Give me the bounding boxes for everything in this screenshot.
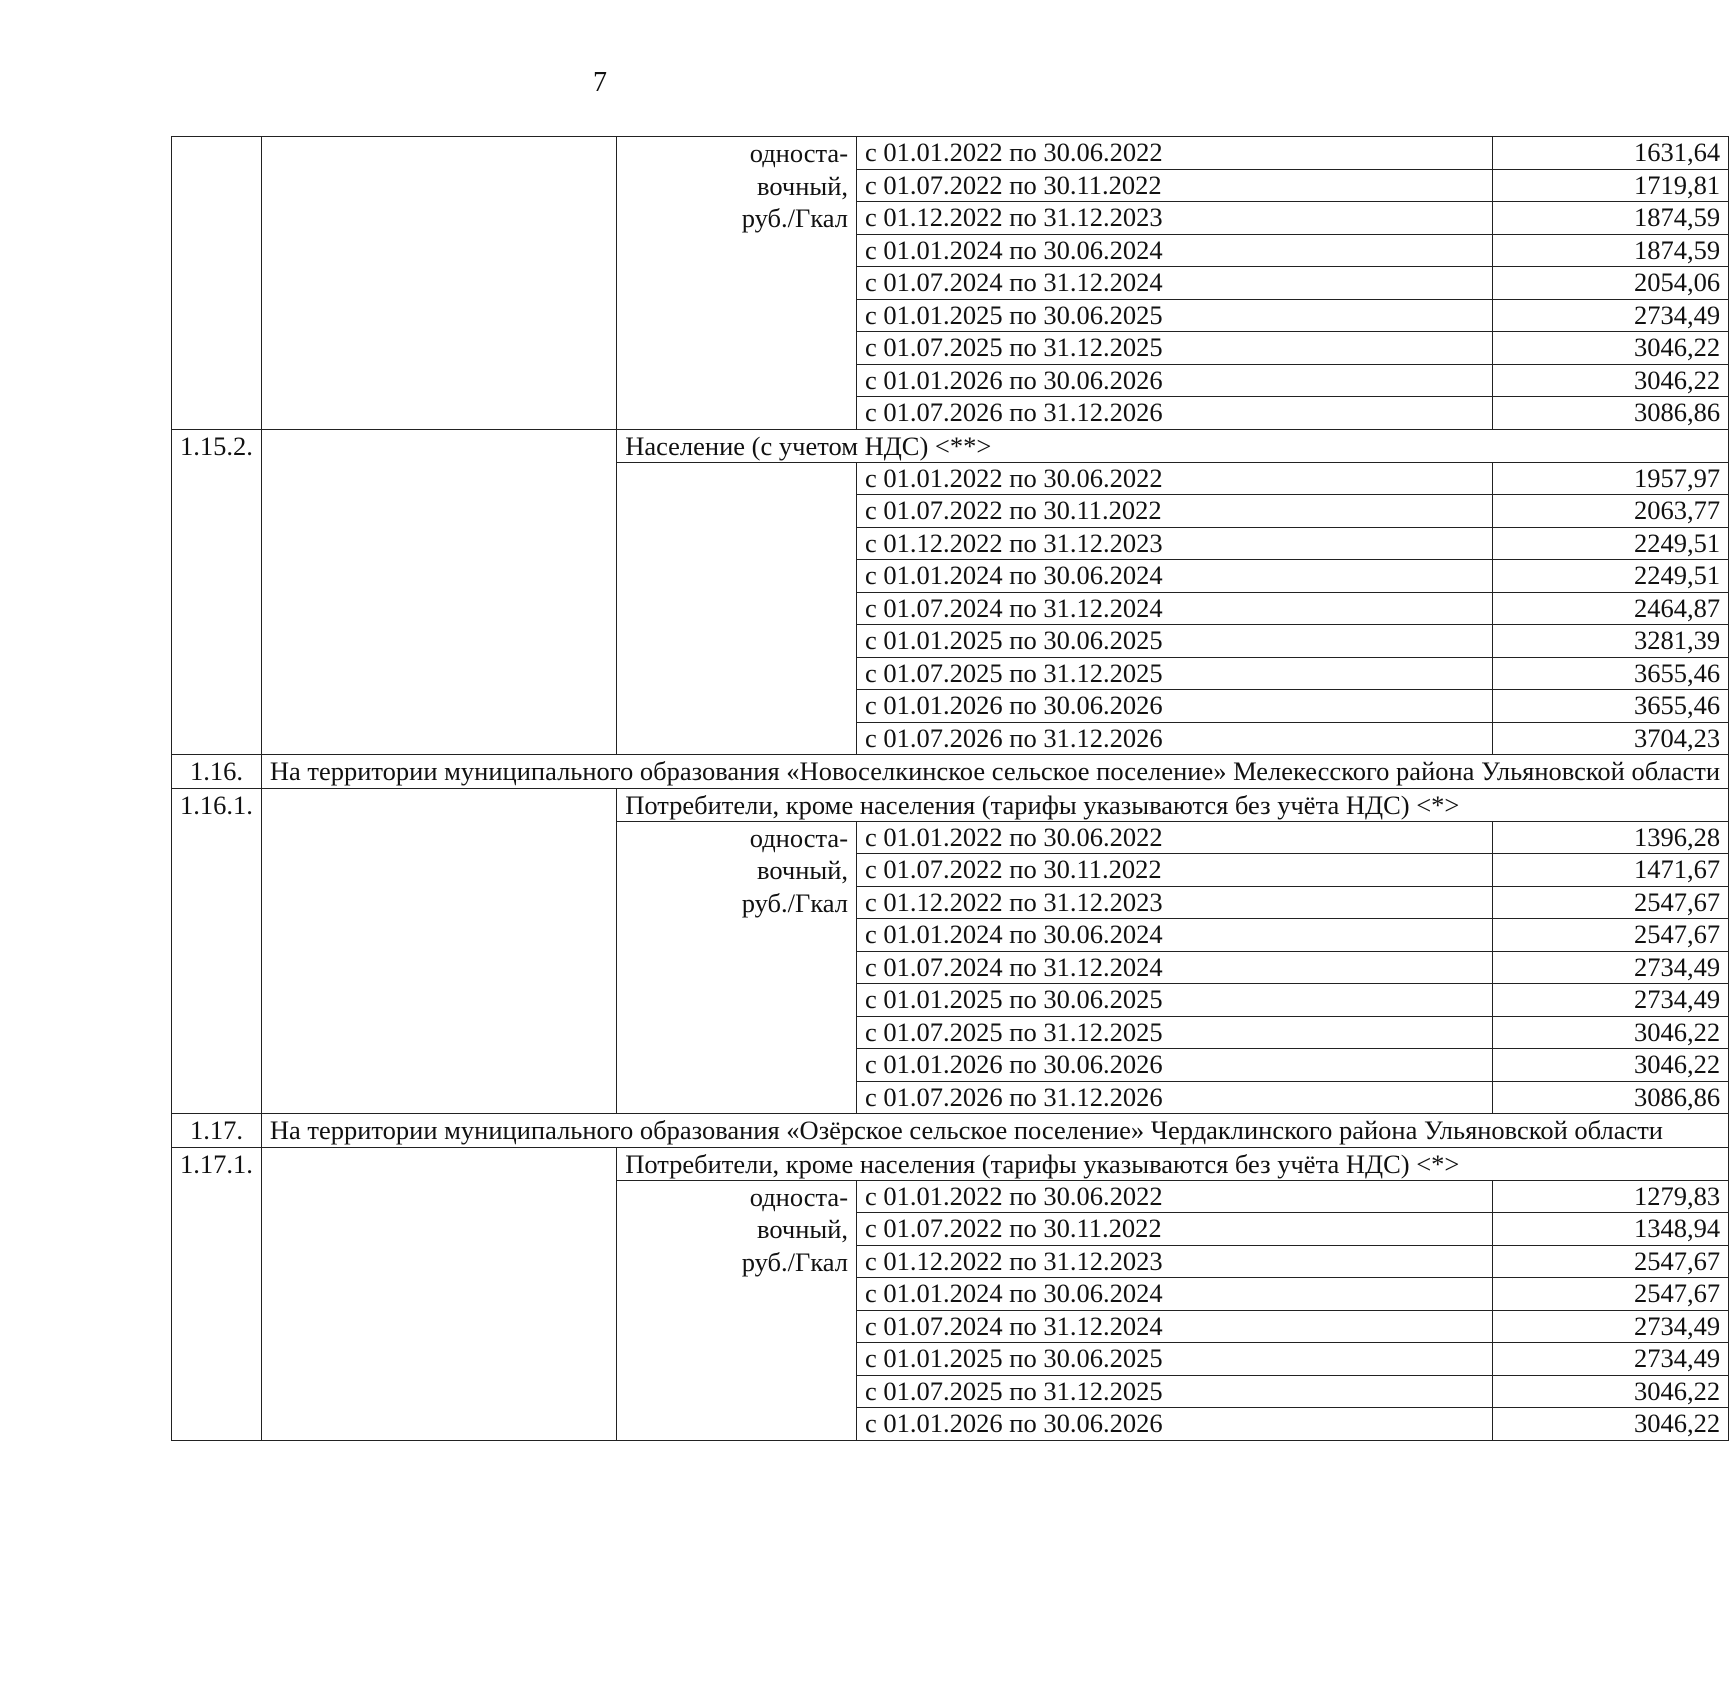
- blank-cell: [172, 137, 262, 430]
- period-cell: с 01.01.2022 по 30.06.2022: [857, 137, 1493, 170]
- page-number: 7: [593, 67, 607, 98]
- value-cell: 2734,49: [1492, 1310, 1728, 1343]
- period-cell: с 01.07.2024 по 31.12.2024: [857, 592, 1493, 625]
- period-cell: с 01.07.2026 по 31.12.2026: [857, 722, 1493, 755]
- value-cell: 2249,51: [1492, 560, 1728, 593]
- value-cell: 1471,67: [1492, 854, 1728, 887]
- period-cell: с 01.12.2022 по 31.12.2023: [857, 527, 1493, 560]
- period-cell: с 01.01.2026 по 30.06.2026: [857, 1049, 1493, 1082]
- value-cell: 1719,81: [1492, 169, 1728, 202]
- value-cell: 1396,28: [1492, 821, 1728, 854]
- table-row: [172, 137, 1729, 170]
- value-cell: 1631,64: [1492, 137, 1728, 170]
- value-cell: 2547,67: [1492, 1245, 1728, 1278]
- value-cell: 3046,22: [1492, 364, 1728, 397]
- period-cell: с 01.01.2026 по 30.06.2026: [857, 690, 1493, 723]
- period-cell: с 01.07.2022 по 30.11.2022: [857, 169, 1493, 202]
- unit-line: односта-: [749, 138, 849, 168]
- section-header-row: [172, 755, 1729, 789]
- section-header-row: [172, 1114, 1729, 1148]
- value-cell: 2249,51: [1492, 527, 1728, 560]
- blank-cell: [261, 788, 616, 1114]
- period-cell: с 01.01.2025 по 30.06.2025: [857, 299, 1493, 332]
- row-number: 1.17.1.: [172, 1147, 262, 1440]
- value-cell: 3046,22: [1492, 1408, 1728, 1441]
- period-cell: с 01.01.2025 по 30.06.2025: [857, 984, 1493, 1017]
- value-cell: 1874,59: [1492, 234, 1728, 267]
- unit-cell: [617, 821, 857, 1114]
- value-cell: 2734,49: [1492, 299, 1728, 332]
- period-cell: с 01.01.2024 по 30.06.2024: [857, 919, 1493, 952]
- row-number: 1.16.1.: [172, 788, 262, 1114]
- value-cell: 1279,83: [1492, 1180, 1728, 1213]
- subsection-header-row: [172, 429, 1729, 462]
- period-cell: с 01.07.2022 по 30.11.2022: [857, 1213, 1493, 1246]
- blank-cell: [261, 429, 616, 755]
- value-cell: 3086,86: [1492, 1081, 1728, 1114]
- row-number: 1.16.: [172, 755, 262, 789]
- unit-line: вочный,: [757, 170, 849, 201]
- period-cell: с 01.07.2025 по 31.12.2025: [857, 1016, 1493, 1049]
- period-cell: с 01.12.2022 по 31.12.2023: [857, 202, 1493, 235]
- subsection-heading: Потребители, кроме населения (тарифы указываются без учёта НДС) <*>: [617, 788, 1729, 821]
- value-cell: 2734,49: [1492, 984, 1728, 1017]
- value-cell: 3046,22: [1492, 332, 1728, 365]
- period-cell: с 01.07.2025 по 31.12.2025: [857, 657, 1493, 690]
- value-cell: 3655,46: [1492, 657, 1728, 690]
- period-cell: с 01.01.2025 по 30.06.2025: [857, 625, 1493, 658]
- unit-line: односта-: [749, 1181, 849, 1212]
- value-cell: 1348,94: [1492, 1213, 1728, 1246]
- value-cell: 1957,97: [1492, 462, 1728, 495]
- value-cell: 3655,46: [1492, 690, 1728, 723]
- period-cell: с 01.01.2022 по 30.06.2022: [857, 821, 1493, 854]
- period-cell: с 01.07.2024 по 31.12.2024: [857, 1310, 1493, 1343]
- unit-line: руб./Гкал: [741, 1246, 849, 1277]
- value-cell: 2547,67: [1492, 886, 1728, 919]
- value-cell: 3046,22: [1492, 1375, 1728, 1408]
- value-cell: 2734,49: [1492, 1343, 1728, 1376]
- period-cell: с 01.01.2025 по 30.06.2025: [857, 1343, 1493, 1376]
- value-cell: 3086,86: [1492, 397, 1728, 430]
- blank-cell: [617, 462, 857, 755]
- period-cell: с 01.07.2026 по 31.12.2026: [857, 1081, 1493, 1114]
- period-cell: с 01.12.2022 по 31.12.2023: [857, 886, 1493, 919]
- subsection-heading: Население (с учетом НДС) <**>: [617, 429, 1729, 462]
- unit-cell: [617, 137, 857, 430]
- value-cell: 3046,22: [1492, 1049, 1728, 1082]
- unit-line: руб./Гкал: [741, 203, 849, 233]
- period-cell: с 01.07.2025 по 31.12.2025: [857, 1375, 1493, 1408]
- period-cell: с 01.01.2024 по 30.06.2024: [857, 234, 1493, 267]
- unit-line: вочный,: [757, 855, 849, 885]
- value-cell: 1874,59: [1492, 202, 1728, 235]
- value-cell: 3046,22: [1492, 1016, 1728, 1049]
- period-cell: с 01.07.2022 по 30.11.2022: [857, 854, 1493, 887]
- period-cell: с 01.01.2022 по 30.06.2022: [857, 1180, 1493, 1213]
- tariff-table: [171, 136, 1729, 1441]
- value-cell: 2547,67: [1492, 919, 1728, 952]
- value-cell: 2734,49: [1492, 951, 1728, 984]
- subsection-header-row: [172, 788, 1729, 821]
- period-cell: с 01.01.2026 по 30.06.2026: [857, 1408, 1493, 1441]
- blank-cell: [261, 1147, 616, 1440]
- value-cell: 2464,87: [1492, 592, 1728, 625]
- period-cell: с 01.01.2024 по 30.06.2024: [857, 560, 1493, 593]
- period-cell: с 01.01.2022 по 30.06.2022: [857, 462, 1493, 495]
- period-cell: с 01.07.2026 по 31.12.2026: [857, 397, 1493, 430]
- row-number: 1.17.: [172, 1114, 262, 1148]
- row-number: 1.15.2.: [172, 429, 262, 755]
- subsection-heading: Потребители, кроме населения (тарифы указываются без учёта НДС) <*>: [617, 1147, 1729, 1180]
- section-title: На территории муниципального образования «Озёрское сельское поселение» Чердаклинского района Ульяновской области: [261, 1114, 1728, 1148]
- unit-cell: [617, 1180, 857, 1440]
- section-title: На территории муниципального образования «Новоселкинское сельское поселение» Мелекесского района Ульяновской области: [261, 755, 1728, 789]
- unit-line: вочный,: [757, 1214, 849, 1244]
- value-cell: 2063,77: [1492, 495, 1728, 528]
- period-cell: с 01.07.2024 по 31.12.2024: [857, 951, 1493, 984]
- value-cell: 3281,39: [1492, 625, 1728, 658]
- period-cell: с 01.07.2024 по 31.12.2024: [857, 267, 1493, 300]
- tariff-table-body: [172, 137, 1729, 1441]
- period-cell: с 01.01.2024 по 30.06.2024: [857, 1278, 1493, 1311]
- value-cell: 2054,06: [1492, 267, 1728, 300]
- unit-line: односта-: [749, 822, 849, 853]
- unit-line: руб./Гкал: [741, 887, 849, 918]
- period-cell: с 01.07.2025 по 31.12.2025: [857, 332, 1493, 365]
- blank-cell: [261, 137, 616, 430]
- value-cell: 3704,23: [1492, 722, 1728, 755]
- period-cell: с 01.07.2022 по 30.11.2022: [857, 495, 1493, 528]
- subsection-header-row: [172, 1147, 1729, 1180]
- period-cell: с 01.12.2022 по 31.12.2023: [857, 1245, 1493, 1278]
- period-cell: с 01.01.2026 по 30.06.2026: [857, 364, 1493, 397]
- value-cell: 2547,67: [1492, 1278, 1728, 1311]
